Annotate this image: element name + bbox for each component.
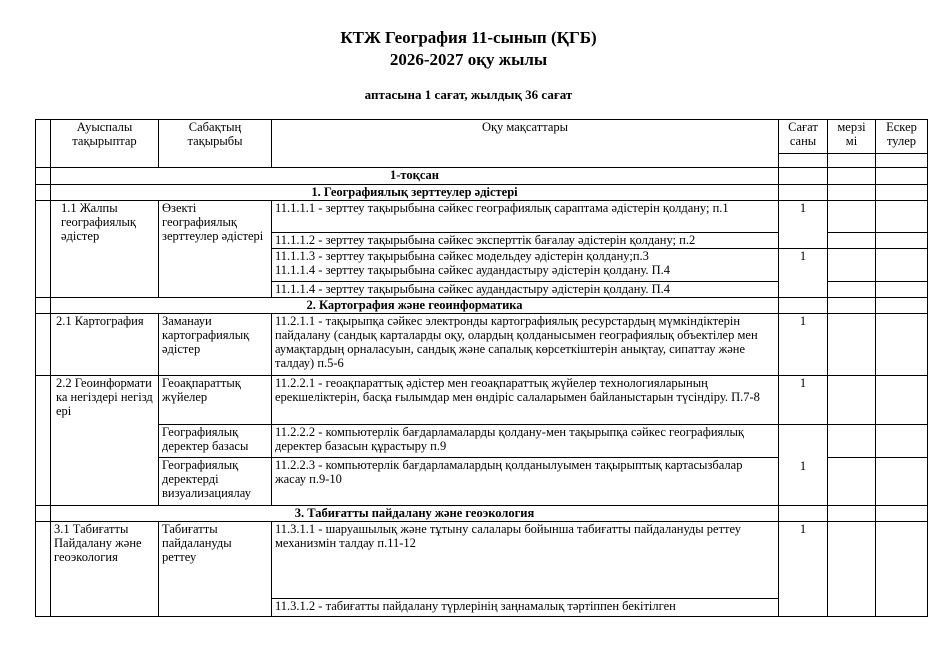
hours-cell: 1 (779, 249, 828, 298)
table-row (36, 376, 928, 425)
hours-cell: 1 (779, 314, 828, 376)
empty-cell (779, 506, 828, 522)
hours-cell: 1 (779, 376, 828, 425)
empty-cell (779, 185, 828, 201)
section-title: 3. Табиғатты пайдалану және геоэкология (51, 506, 779, 522)
empty-cell (876, 314, 928, 376)
index-header (36, 120, 51, 168)
empty-cell (828, 249, 876, 282)
empty-cell (828, 314, 876, 376)
hours-per-week: аптасына 1 сағат, жылдық 36 сағат (364, 87, 573, 102)
empty-cell (876, 425, 928, 458)
section-title: 2. Картография және геоинформатика (51, 298, 779, 314)
topic-cell: 2.2 Геоинформатика негіздері негіздері (51, 376, 159, 506)
lesson-cell: Заманауи картографиялық әдістер (159, 314, 272, 376)
lesson-cell: Өзекті географиялық зерттеулер әдістері (159, 201, 272, 298)
empty-cell (779, 298, 828, 314)
goal-line: 11.1.1.3 - зерттеу тақырыбына сәйкес модельдеу әдістерін қолдану;п.3 (275, 249, 649, 263)
table-row (36, 201, 928, 233)
empty-cell (36, 376, 51, 506)
quarter-row (36, 168, 928, 185)
empty-cell (828, 168, 876, 185)
empty-cell (876, 185, 928, 201)
goal-cell: 11.1.1.4 - зерттеу тақырыбына сәйкес аудандастыру әдістерін қолдану. П.4 (272, 282, 779, 298)
empty-cell (828, 506, 876, 522)
empty-cell (876, 522, 928, 617)
empty-cell (36, 298, 51, 314)
table-row (36, 425, 928, 458)
document-title: КТЖ География 11-сынып (ҚГБ) (340, 28, 597, 47)
hours-cell (779, 425, 828, 506)
empty-cell (876, 201, 928, 233)
empty-cell (876, 233, 928, 249)
hours-value: 1 (799, 459, 807, 473)
hours-header: Сағат саны (779, 120, 828, 154)
section-title: 1. Географиялық зерттеулер әдістері (51, 185, 779, 201)
empty-cell (828, 425, 876, 458)
lesson-cell: Геоақпараттық жүйелер (159, 376, 272, 425)
empty-cell (828, 154, 876, 168)
notes-header: Ескер тулер (876, 120, 928, 154)
goal-cell: 11.2.2.3 - компьютерлік бағдарламалардың қолданылуымен тақырыптық картасызбалар жасау п.9-10 (272, 458, 779, 506)
empty-cell (876, 376, 928, 425)
empty-cell (876, 154, 928, 168)
empty-cell (876, 458, 928, 506)
empty-cell (828, 458, 876, 506)
topic-cell: 1.1 Жалпы географиялық әдістер (51, 201, 159, 298)
section-row (36, 298, 928, 314)
hours-cell: 1 (779, 522, 828, 617)
header-row (36, 120, 928, 154)
lesson-cell: Табиғатты пайдалануды реттеу (159, 522, 272, 617)
lesson-header: Сабақтың тақырыбы (159, 120, 272, 168)
quarter-title: 1-тоқсан (51, 168, 779, 185)
empty-cell (36, 201, 51, 298)
topic-cell: 3.1 Табиғатты Пайдалану және геоэкология (51, 522, 159, 617)
empty-cell (828, 376, 876, 425)
topic-cell: 2.1 Картография (51, 314, 159, 376)
empty-cell (828, 282, 876, 298)
empty-cell (876, 506, 928, 522)
section-row (36, 506, 928, 522)
table-row (36, 522, 928, 599)
empty-cell (828, 201, 876, 233)
table-row (36, 314, 928, 376)
empty-cell (779, 154, 828, 168)
plan-table (35, 119, 928, 617)
goal-cell: 11.1.1.2 - зерттеу тақырыбына сәйкес эксперттік бағалау әдістерін қолдану; п.2 (272, 233, 779, 249)
goal-cell: 11.3.1.1 - шаруашылық және тұтыну салалары бойынша табиғатты пайдалануды реттеу механизмін талдау п.11-12 (272, 522, 779, 599)
empty-cell (36, 506, 51, 522)
empty-cell (828, 298, 876, 314)
topic-header: Ауыспалы тақырыптар (51, 120, 159, 168)
empty-cell (36, 185, 51, 201)
empty-cell (876, 282, 928, 298)
empty-cell (876, 298, 928, 314)
empty-cell (828, 185, 876, 201)
date-header: мерзі мі (828, 120, 876, 154)
hours-cell: 1 (779, 201, 828, 249)
lesson-cell: Географиялық деректерді визуализациялау (159, 458, 272, 506)
empty-cell (828, 233, 876, 249)
empty-cell (36, 168, 51, 185)
goal-line: 11.1.1.4 - зерттеу тақырыбына сәйкес аудандастыру әдістерін қолдану. П.4 (275, 263, 671, 277)
empty-cell (876, 249, 928, 282)
goal-cell: 11.2.1.1 - тақырыпқа сәйкес электронды картографиялық ресурстардың мүмкіндіктерін пайдалану (сандық карталарды оқу, олардың қолданысымен географиялық объектілер мен аумақтардың орналасуын, сандық және сапалық көрсеткіштерін анықтау, сипаттау және талдау) п.5-6 (272, 314, 779, 376)
goal-cell: 11.2.2.2 - компьютерлік бағдарламаларды қолдану-мен тақырыпқа сәйкес географиялық деректер базасын құрастыру п.9 (272, 425, 779, 458)
goal-cell: 11.1.1.1 - зерттеу тақырыбына сәйкес географиялық сараптама әдістерін қолдану; п.1 (272, 201, 779, 233)
empty-cell (828, 522, 876, 617)
lesson-cell: Географиялық деректер базасы (159, 425, 272, 458)
goal-cell: 11.2.2.1 - геоақпараттық әдістер мен геоақпараттық жүйелер технологияларының ерекшеліктерін, басқа ғылымдар мен өндіріс салаларымен байланыстарын түсіндіру. П.7-8 (272, 376, 779, 425)
goal-cell (272, 249, 779, 282)
section-row (36, 185, 928, 201)
empty-cell (36, 314, 51, 376)
empty-cell (779, 168, 828, 185)
empty-cell (36, 522, 51, 617)
goals-header: Оқу мақсаттары (272, 120, 779, 168)
academic-year: 2026-2027 оқу жылы (389, 50, 548, 69)
goal-cell: 11.3.1.2 - табиғатты пайдалану түрлерінің заңнамалық тәртіппен бекітілген (272, 599, 779, 617)
empty-cell (876, 168, 928, 185)
